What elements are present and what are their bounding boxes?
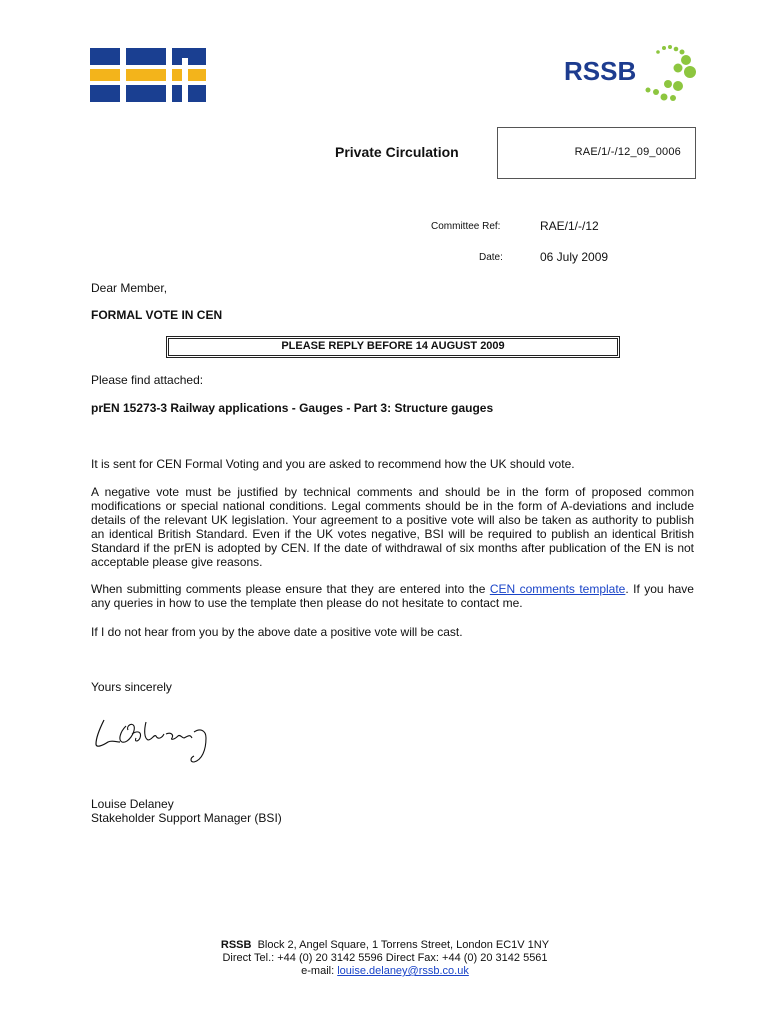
date-value: 06 July 2009 <box>540 250 609 264</box>
footer-address: Block 2, Angel Square, 1 Torrens Street, London EC1V 1NY <box>257 939 550 951</box>
footer-phone: Direct Tel.: +44 (0) 20 3142 5596 Direct Fax: +44 (0) 20 3142 5561 <box>222 952 548 964</box>
document-reference: RAE/1/-/12_09_0006 <box>574 146 681 158</box>
bsi-logo <box>90 48 206 102</box>
footer-email-label: e-mail: <box>301 965 338 977</box>
cen-comments-template-link[interactable]: CEN comments template <box>489 582 626 596</box>
document-title: prEN 15273-3 Railway applications - Gauges - Part 3: Structure gauges <box>91 401 494 415</box>
comments-text-before: When submitting comments please ensure that they are entered into the <box>91 582 490 596</box>
rssb-logo <box>560 42 700 104</box>
paragraph-positive-vote: If I do not hear from you by the above date a positive vote will be cast. <box>91 625 463 639</box>
committee-ref-label: Committee Ref: <box>431 221 501 232</box>
signer-title: Stakeholder Support Manager (BSI) <box>91 811 282 825</box>
signer-name: Louise Delaney <box>91 797 174 811</box>
paragraph-comments <box>91 582 694 610</box>
document-reference-box <box>497 127 696 179</box>
attached-intro: Please find attached: <box>91 373 204 387</box>
paragraph-negative-vote: A negative vote must be justified by technical comments and should be in the form of proposed common modifications or special national conditions. Legal comments should be in the form of A-deviations and include details of the relevant UK legislation. Your agreement to a positive vote will also be taken as authority to publish an identical British Standard. Even if the UK votes negative, BSI will be required to publish an identical British Standard if the prEN is adopted by CEN. If the date of withdrawal of six months after publication of the EN is not acceptable please give reasons. <box>91 485 694 569</box>
letter-subject: FORMAL VOTE IN CEN <box>91 308 223 322</box>
signature <box>90 712 220 770</box>
salutation: Dear Member, <box>91 281 168 295</box>
committee-ref-value: RAE/1/-/12 <box>540 219 599 233</box>
footer-email-link[interactable]: louise.delaney@rssb.co.uk <box>337 965 469 977</box>
reply-deadline-box <box>166 336 620 358</box>
footer-org: RSSB <box>220 939 252 951</box>
paragraph-vote-request: It is sent for CEN Formal Voting and you are asked to recommend how the UK should vote. <box>91 457 575 471</box>
footer-address-line <box>140 939 630 952</box>
svg-text:RSSB: RSSB <box>564 56 637 86</box>
private-circulation-heading: Private Circulation <box>335 144 459 160</box>
comments-text-after: . If you have any queries in how to use the template then please do not hesitate to contact me. <box>91 582 694 610</box>
date-label: Date: <box>479 252 503 263</box>
footer-email-line <box>140 965 630 978</box>
closing: Yours sincerely <box>91 680 172 694</box>
reply-deadline-text: PLEASE REPLY BEFORE 14 AUGUST 2009 <box>281 340 505 352</box>
